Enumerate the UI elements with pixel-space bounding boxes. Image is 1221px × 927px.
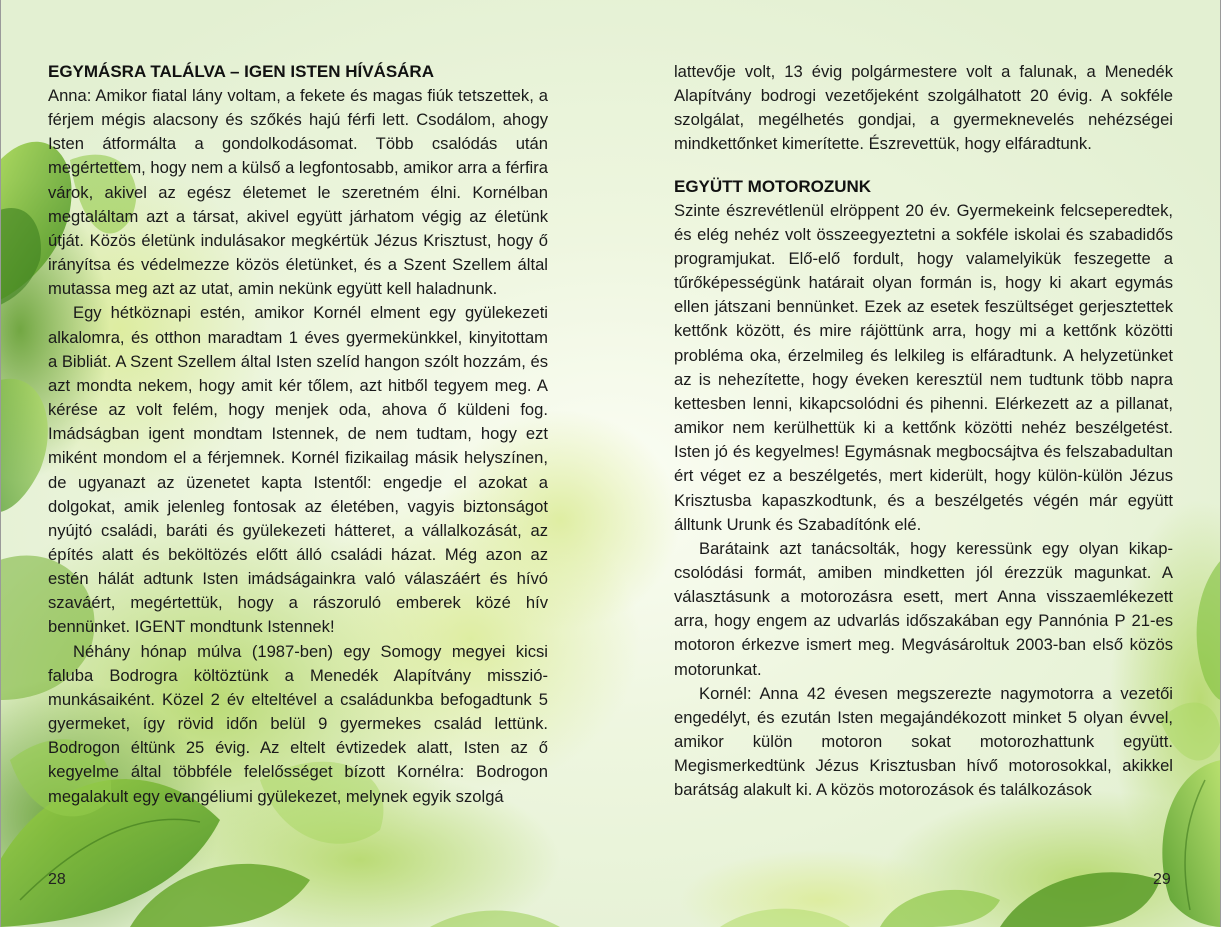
left-paragraph-1: Anna: Amikor fiatal lány voltam, a fekete és magas fiúk tetszettek, a férjem mégis alacsony és szőkés hajú férfi lett. Csodálom, ahogy Isten átformálta a gondolkodásomat. Több csalódás után megértettem, hogy nem a külső a legfontosabb, amikor arra a férfira várok, akivel az egész életemet le szeretném élni. Kornélban megtaláltam azt a társat, akivel együtt járhatom végig az életünk útját. Közös életünk indulásakor megkértük Jézus Krisztust, hogy ő irányítsa és védelmezze közös életünket, és a Szent Szellem által mutassa meg azt az utat, amin nekünk együtt kell haladnunk. — [48, 86, 548, 299]
section-heading-egyutt-motorozunk: EGYÜTT MOTOROZUNK — [674, 176, 872, 196]
right-page-text — [674, 60, 1173, 803]
page-number-right: 29 — [1153, 871, 1171, 888]
left-paragraph-3: Néhány hónap múlva (1987-ben) egy Somogy megyei kicsi faluba Bodrogra költöztünk a Menedék Alapítvány missziómunkásaiként. Közel 2 év elteltével a családunkba befogadtunk 5 gyermeket, így rövid időn belül 9 gyermekes család lettünk. Bodrogon éltünk 25 évig. Az eltelt évtizedek alatt, Isten az ő kegyelme által többféle felelősséget bízott Kornélra: Bodrogon megalakult egy evangéliumi gyülekezet, melynek egyik szolgá — [48, 641, 548, 806]
left-paragraph-2: Egy hétköznapi estén, amikor Kornél elment egy gyülekezeti alkalomra, és otthon maradtam 1 éves gyermekünkkel, kinyitottam a Bibliát. A Szent Szellem által Isten szelíd hangon szólt hozzám, és azt mondta nekem, hogy amit kér tőlem, azt hitből tegyem meg. A kérése az volt felém, hogy menjek oda, ahova ő küldeni fog. Imádságban igent mondtam Istennek, de nem tudtam, hogy ezt miként mondom el a férjemnek. Kornél fizikailag másik helyszínen, de ugyanazt az üzenetet kapta Istentől: engedje el azokat a dolgokat, amik jelenleg fontosak az életében, vagyis biztonságot nyújtó családi, baráti és gyülekezeti hátteret, a vállalkozását, az építés alatt és beköltözés előtt álló családi házat. Még azon az estén hálát adtunk Isten imádságainkra való válaszáért és hívó szaváért, megértettük, hogy a rászoruló emberek közé hív bennünket. IGENT mondtunk Istennek! — [48, 303, 548, 637]
section-spacer — [674, 157, 1173, 175]
left-page-text — [48, 60, 548, 809]
right-paragraph-2: Barátaink azt tanácsolták, hogy keressünk egy olyan kikapcsolódási formát, amiben mindketten jól érezzük magunkat. A választásunk a motorozásra esett, mert Anna visszaemlékezett arra, hogy engem az udvarlás időszakában egy Pannónia P 21-es motoron érkezve ismert meg. Megvásároltuk 2003-ban első közös motorunkat. — [674, 538, 1173, 679]
left-page-edge — [0, 0, 1, 927]
section-heading-egymasra-talalva: EGYMÁSRA TALÁLVA – IGEN ISTEN HÍVÁSÁRA — [48, 62, 434, 81]
right-paragraph-1: Szinte észrevétlenül elröppent 20 év. Gyermekeink felcseperedtek, és elég nehéz volt összeegyeztetni a sokféle iskolai és szabadidős programjukat. Elő-elő fordult, hogy valamelyikük feszegette a tűrőképességünk határait olyan formán is, hogy ki akart egymás ellen játszani bennünket. Ezek az esetek feszültséget gerjesztettek kettőnk között, és mire rájöttünk arra, hogy mi a kettőnk közötti probléma oka, érzelmileg és lelkileg is elfáradtunk. A helyzetünket az is nehezítette, hogy éveken keresztül nem tudtunk több napra kettesben lenni, kikapcsolódni és pihenni. Elérkezett az a pillanat, amikor nem kerülhettük ki a kettőnk közötti nehéz beszélgetést. Isten jó és kegyelmes! Egymásnak megbocsájtva és felszabadultan ért véget ez a beszélgetés, mert kiderült, hogy külön-külön Jézus Krisztusba kapaszkodtunk, és a beszélgetés végén már együtt álltunk Urunk és Szabadítónk elé. — [674, 200, 1173, 534]
right-intro-paragraph: lattevője volt, 13 évig polgármestere volt a falunak, a Menedék Alapítvány bodrogi vezetőjeként szolgálhatott 20 évig. A sokféle szolgálat, megélhetés gondjai, a gyermeknevelés nehézségei mindkettőnket kimerítette. Észrevettük, hogy elfáradtunk. — [674, 62, 1173, 154]
page-number-left: 28 — [48, 871, 66, 888]
right-paragraph-3: Kornél: Anna 42 évesen megszerezte nagymotorra a vezetői engedélyt, és ezután Isten megajándékozott minket 5 olyan évvel, amikor külön motoron sokat motorozhattunk együtt. Megismerkedtünk Jézus Krisztusban hívő motorosokkal, akikkel barátság alakult ki. A közös motorozások és találkozások — [674, 683, 1173, 800]
